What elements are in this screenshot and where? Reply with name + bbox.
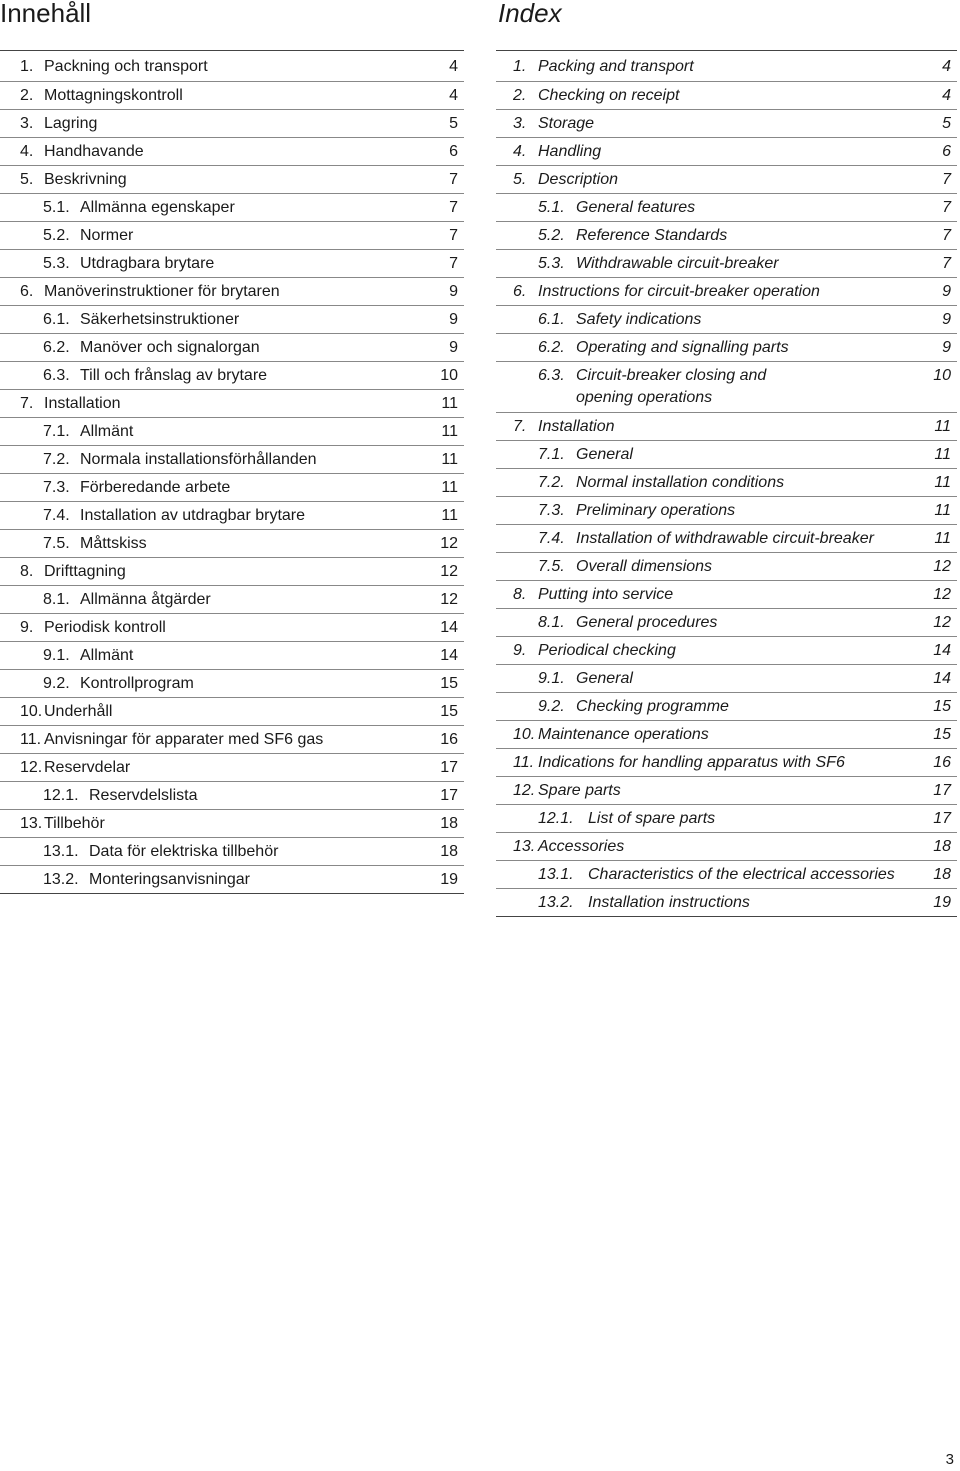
- toc-entry-page: 7: [942, 255, 951, 272]
- toc-entry-number: 11.: [20, 731, 42, 748]
- toc-entry[interactable]: [496, 468, 957, 496]
- toc-entry-title: Underhåll: [44, 703, 113, 720]
- toc-entry[interactable]: [0, 865, 464, 893]
- toc-entry-number: 13.2.: [538, 894, 574, 911]
- toc-entry-number: 7.: [513, 418, 527, 435]
- toc-entry[interactable]: [496, 552, 957, 580]
- toc-entry-number: 9.2.: [43, 675, 70, 692]
- toc-entry-title: Data för elektriska tillbehör: [89, 843, 279, 860]
- toc-entry[interactable]: [0, 277, 464, 305]
- toc-entry-title: Drifttagning: [44, 563, 126, 580]
- toc-entry-title: Kontrollprogram: [80, 675, 194, 692]
- toc-list-swedish: [0, 50, 464, 894]
- toc-entry-title: Till och frånslag av brytare: [80, 367, 268, 384]
- toc-entry-page: 7: [449, 255, 458, 272]
- toc-entry-number: 9.2.: [538, 698, 565, 715]
- toc-entry-title: Reservdelslista: [89, 787, 198, 804]
- toc-entry-page: 5: [449, 115, 458, 132]
- toc-entry-number: 3.: [20, 115, 34, 132]
- toc-entry[interactable]: [496, 51, 957, 81]
- toc-entry-number: 7.4.: [43, 507, 70, 524]
- toc-entry-title: Installation of withdrawable circuit-breaker: [576, 530, 874, 547]
- toc-entry-title: Manöverinstruktioner för brytaren: [44, 283, 280, 300]
- toc-entry-number: 13.: [20, 815, 43, 832]
- toc-entry-title: Mottagningskontroll: [44, 87, 183, 104]
- toc-entry-number: 9.1.: [538, 670, 565, 687]
- toc-entry-title: General features: [576, 199, 696, 216]
- toc-entry-page: 11: [441, 423, 458, 440]
- toc-entry-page: 4: [449, 87, 458, 104]
- toc-entry-page: 4: [942, 87, 951, 104]
- toc-entry[interactable]: [0, 333, 464, 361]
- toc-entry-title: Instructions for circuit-breaker operation: [538, 283, 820, 300]
- toc-entry-title: Reference Standards: [576, 227, 728, 244]
- toc-entry-page: 17: [440, 787, 458, 804]
- toc-entry-title: Spare parts: [538, 782, 621, 799]
- toc-entry-number: 8.: [20, 563, 34, 580]
- toc-entry[interactable]: [496, 580, 957, 608]
- toc-entry-page: 7: [449, 199, 458, 216]
- toc-entry[interactable]: [496, 109, 957, 137]
- toc-entry-title: Måttskiss: [80, 535, 147, 552]
- toc-entry[interactable]: [496, 636, 957, 664]
- toc-entry-number: 7.3.: [43, 479, 70, 496]
- toc-entry-title: Allmänt: [80, 423, 134, 440]
- toc-entry-number: 13.1.: [538, 866, 574, 883]
- toc-entry-number: 8.1.: [538, 614, 565, 631]
- toc-entry-number: 5.: [513, 171, 527, 188]
- toc-entry[interactable]: [0, 221, 464, 249]
- toc-entry-title: Packing and transport: [538, 58, 694, 75]
- toc-entry-page: 7: [942, 171, 951, 188]
- toc-entry-number: 6.1.: [538, 311, 565, 328]
- toc-entry[interactable]: [496, 277, 957, 305]
- toc-entry-number: 7.3.: [538, 502, 565, 519]
- toc-entry-number: 6.1.: [43, 311, 70, 328]
- toc-entry-page: 11: [441, 507, 458, 524]
- toc-entry-page: 11: [934, 530, 951, 547]
- toc-entry-title: Beskrivning: [44, 171, 127, 188]
- toc-entry-title: Manöver och signalorgan: [80, 339, 260, 356]
- toc-entry-number: 13.: [513, 838, 536, 855]
- toc-entry[interactable]: [496, 608, 957, 636]
- toc-entry[interactable]: [496, 888, 957, 916]
- toc-entry[interactable]: [0, 781, 464, 809]
- toc-entry[interactable]: [496, 165, 957, 193]
- toc-entry[interactable]: [496, 832, 957, 860]
- toc-entry-title: Lagring: [44, 115, 98, 132]
- toc-entry-number: 6.: [20, 283, 34, 300]
- toc-entry[interactable]: [0, 697, 464, 725]
- toc-entry-page: 18: [440, 843, 458, 860]
- toc-entry-page: 7: [449, 227, 458, 244]
- toc-entry-page: 12: [933, 558, 951, 575]
- toc-entry-page: 16: [440, 731, 458, 748]
- toc-entry-title: Tillbehör: [44, 815, 105, 832]
- toc-entry-page: 9: [449, 283, 458, 300]
- toc-entry-page: 15: [440, 675, 458, 692]
- toc-entry-number: 12.1.: [538, 810, 574, 827]
- toc-entry[interactable]: [496, 333, 957, 361]
- toc-entry-number: 10.: [20, 703, 43, 720]
- toc-entry[interactable]: [0, 501, 464, 529]
- toc-entry[interactable]: [0, 557, 464, 585]
- toc-entry-number: 9.: [20, 619, 34, 636]
- toc-entry[interactable]: [496, 720, 957, 748]
- toc-entry[interactable]: [496, 524, 957, 552]
- toc-entry-title: Checking on receipt: [538, 87, 680, 104]
- toc-entry-page: 19: [440, 871, 458, 888]
- toc-entry-page: 17: [933, 810, 951, 827]
- toc-entry-page: 9: [942, 283, 951, 300]
- toc-entry-number: 7.4.: [538, 530, 565, 547]
- toc-entry[interactable]: [496, 664, 957, 692]
- toc-entry-title: Reservdelar: [44, 759, 131, 776]
- toc-entry-page: 18: [933, 866, 951, 883]
- toc-entry-number: 9.1.: [43, 647, 70, 664]
- toc-entry-page: 16: [933, 754, 951, 771]
- toc-entry-number: 6.2.: [538, 339, 565, 356]
- toc-entry[interactable]: [0, 51, 464, 81]
- toc-entry-title: Description: [538, 171, 619, 188]
- toc-entry-page: 17: [933, 782, 951, 799]
- toc-entry[interactable]: [0, 641, 464, 669]
- toc-entry-page: 4: [449, 58, 458, 75]
- toc-entry-number: 6.: [513, 283, 527, 300]
- toc-list-english: [496, 50, 957, 917]
- toc-entry-number: 3.: [513, 115, 527, 132]
- toc-entry-page: 7: [942, 227, 951, 244]
- toc-entry-number: 6.2.: [43, 339, 70, 356]
- toc-entry-number: 7.1.: [43, 423, 70, 440]
- toc-entry-page: 15: [933, 726, 951, 743]
- toc-entry-page: 11: [934, 502, 951, 519]
- toc-entry-page: 10: [440, 367, 458, 384]
- toc-entry[interactable]: [0, 585, 464, 613]
- toc-entry[interactable]: [0, 81, 464, 109]
- toc-entry-page: 11: [441, 479, 458, 496]
- toc-entry-page: 7: [449, 171, 458, 188]
- toc-entry[interactable]: [0, 165, 464, 193]
- toc-entry[interactable]: [496, 412, 957, 440]
- toc-entry[interactable]: [0, 445, 464, 473]
- toc-entry-title: Anvisningar för apparater med SF6 gas: [44, 731, 324, 748]
- toc-entry-number: 4.: [513, 143, 527, 160]
- toc-entry-page: 17: [440, 759, 458, 776]
- toc-entry-title: Säkerhetsinstruktioner: [80, 311, 240, 328]
- toc-entry-title: Circuit-breaker closing and opening operations: [576, 367, 767, 406]
- toc-entry-title: Storage: [538, 115, 595, 132]
- toc-entry-number: 9.: [513, 642, 527, 659]
- toc-entry-title: Installation: [538, 418, 615, 435]
- toc-entry[interactable]: [496, 305, 957, 333]
- toc-entry-title: Handling: [538, 143, 602, 160]
- toc-entry-page: 14: [440, 647, 458, 664]
- toc-entry-title: Withdrawable circuit-breaker: [576, 255, 779, 272]
- toc-entry[interactable]: [0, 725, 464, 753]
- toc-entry-page: 9: [942, 311, 951, 328]
- toc-entry-title: Normer: [80, 227, 134, 244]
- toc-entry[interactable]: [0, 249, 464, 277]
- toc-entry-page: 19: [933, 894, 951, 911]
- toc-entry-number: 11.: [513, 754, 535, 771]
- toc-entry-number: 4.: [20, 143, 34, 160]
- toc-entry-number: 13.1.: [43, 843, 79, 860]
- toc-entry-title: Allmänt: [80, 647, 134, 664]
- toc-entry[interactable]: [496, 249, 957, 277]
- toc-entry-number: 5.1.: [43, 199, 70, 216]
- toc-entry[interactable]: [496, 81, 957, 109]
- toc-entry-number: 7.5.: [43, 535, 70, 552]
- toc-entry-number: 7.5.: [538, 558, 565, 575]
- toc-entry[interactable]: [496, 776, 957, 804]
- toc-entry-page: 11: [934, 418, 951, 435]
- toc-entry[interactable]: [496, 137, 957, 165]
- toc-entry-title: Accessories: [538, 838, 625, 855]
- toc-entry-title: Checking programme: [576, 698, 729, 715]
- toc-entry[interactable]: [0, 109, 464, 137]
- toc-entry-number: 5.2.: [538, 227, 565, 244]
- toc-entry[interactable]: [496, 496, 957, 524]
- toc-entry-page: 14: [933, 670, 951, 687]
- toc-entry[interactable]: [0, 669, 464, 697]
- toc-entry-page: 12: [933, 586, 951, 603]
- toc-entry-title: Förberedande arbete: [80, 479, 231, 496]
- toc-entry-number: 7.2.: [43, 451, 70, 468]
- toc-entry-number: 2.: [513, 87, 527, 104]
- toc-entry-number: 5.3.: [43, 255, 70, 272]
- toc-entry-number: 6.3.: [43, 367, 70, 384]
- toc-entry-page: 9: [942, 339, 951, 356]
- toc-entry[interactable]: [496, 193, 957, 221]
- toc-entry-title: Allmänna åtgärder: [80, 591, 211, 608]
- toc-entry-number: 12.: [20, 759, 43, 776]
- toc-entry-title: Packning och transport: [44, 58, 208, 75]
- toc-entry-number: 7.: [20, 395, 34, 412]
- toc-entry[interactable]: [0, 613, 464, 641]
- toc-entry-title: Characteristics of the electrical accessories: [588, 866, 895, 883]
- toc-entry[interactable]: [496, 440, 957, 468]
- toc-entry[interactable]: [0, 417, 464, 445]
- toc-entry-number: 2.: [20, 87, 34, 104]
- toc-entry-title: Periodisk kontroll: [44, 619, 166, 636]
- toc-entry-title: Installation instructions: [588, 894, 750, 911]
- toc-entry-title: Maintenance operations: [538, 726, 709, 743]
- toc-entry-number: 1.: [513, 58, 527, 75]
- toc-entry-page: 12: [440, 563, 458, 580]
- toc-entry[interactable]: [0, 361, 464, 389]
- toc-entry-number: 10.: [513, 726, 536, 743]
- toc-entry-page: 18: [933, 838, 951, 855]
- toc-entry-page: 12: [440, 535, 458, 552]
- toc-entry[interactable]: [0, 389, 464, 417]
- toc-entry-title: Installation: [44, 395, 121, 412]
- toc-entry-page: 12: [440, 591, 458, 608]
- toc-entry-number: 8.: [513, 586, 527, 603]
- toc-entry-page: 14: [933, 642, 951, 659]
- toc-column-swedish: [0, 0, 464, 894]
- toc-entry-page: 18: [440, 815, 458, 832]
- toc-entry-title: Safety indications: [576, 311, 702, 328]
- toc-entry-page: 12: [933, 614, 951, 631]
- toc-entry-title: Preliminary operations: [576, 502, 736, 519]
- toc-entry-number: 7.2.: [538, 474, 565, 491]
- toc-entry-page: 14: [440, 619, 458, 636]
- toc-entry-title: Indications for handling apparatus with SF6: [538, 754, 845, 771]
- toc-entry[interactable]: [0, 529, 464, 557]
- toc-entry[interactable]: [0, 837, 464, 865]
- toc-entry-page: 11: [441, 395, 458, 412]
- toc-entry-number: 1.: [20, 58, 34, 75]
- toc-entry-title: Utdragbara brytare: [80, 255, 215, 272]
- toc-entry[interactable]: [0, 809, 464, 837]
- toc-entry-page: 11: [934, 446, 951, 463]
- toc-entry-title: List of spare parts: [588, 810, 716, 827]
- toc-entry-title: General procedures: [576, 614, 718, 631]
- toc-entry-number: 12.: [513, 782, 536, 799]
- toc-entry-number: 6.3.: [538, 367, 565, 384]
- toc-entry-number: 5.2.: [43, 227, 70, 244]
- toc-entry-title: Handhavande: [44, 143, 144, 160]
- toc-entry-title: Normala installationsförhållanden: [80, 451, 317, 468]
- toc-entry[interactable]: [0, 305, 464, 333]
- toc-entry[interactable]: [496, 361, 957, 412]
- toc-entry-title: General: [576, 446, 633, 463]
- toc-entry[interactable]: [0, 753, 464, 781]
- page-number: 3: [945, 1451, 954, 1468]
- toc-entry-title: Normal installation conditions: [576, 474, 785, 491]
- toc-entry-title: Installation av utdragbar brytare: [80, 507, 306, 524]
- toc-entry-page: 9: [449, 339, 458, 356]
- toc-entry-number: 7.1.: [538, 446, 565, 463]
- toc-entry-title: Overall dimensions: [576, 558, 713, 575]
- toc-entry[interactable]: [0, 193, 464, 221]
- toc-entry-title: Allmänna egenskaper: [80, 199, 235, 216]
- toc-entry-page: 6: [449, 143, 458, 160]
- toc-entry[interactable]: [0, 473, 464, 501]
- toc-entry-title: Periodical checking: [538, 642, 676, 659]
- toc-entry-page: 11: [934, 474, 951, 491]
- toc-entry[interactable]: [496, 748, 957, 776]
- toc-entry-page: 5: [942, 115, 951, 132]
- toc-column-english: [496, 0, 957, 917]
- toc-entry-page: 11: [441, 451, 458, 468]
- toc-entry[interactable]: [496, 692, 957, 720]
- toc-entry-page: 15: [933, 698, 951, 715]
- toc-entry-page: 10: [933, 367, 951, 384]
- toc-entry-title: General: [576, 670, 633, 687]
- toc-entry[interactable]: [496, 804, 957, 832]
- toc-entry-number: 13.2.: [43, 871, 79, 888]
- toc-entry-page: 9: [449, 311, 458, 328]
- toc-entry-title: Monteringsanvisningar: [89, 871, 250, 888]
- toc-entry[interactable]: [496, 221, 957, 249]
- toc-entry-page: 7: [942, 199, 951, 216]
- toc-entry-title: Putting into service: [538, 586, 674, 603]
- toc-entry-number: 5.: [20, 171, 34, 188]
- toc-entry-title: Operating and signalling parts: [576, 339, 789, 356]
- toc-entry-page: 4: [942, 58, 951, 75]
- toc-entry-number: 5.1.: [538, 199, 565, 216]
- toc-entry[interactable]: [496, 860, 957, 888]
- toc-heading-english: Index: [498, 0, 562, 28]
- toc-heading-swedish: Innehåll: [0, 0, 92, 28]
- toc-entry-number: 8.1.: [43, 591, 70, 608]
- toc-entry[interactable]: [0, 137, 464, 165]
- toc-entry-number: 12.1.: [43, 787, 79, 804]
- toc-entry-page: 6: [942, 143, 951, 160]
- toc-entry-number: 5.3.: [538, 255, 565, 272]
- toc-entry-page: 15: [440, 703, 458, 720]
